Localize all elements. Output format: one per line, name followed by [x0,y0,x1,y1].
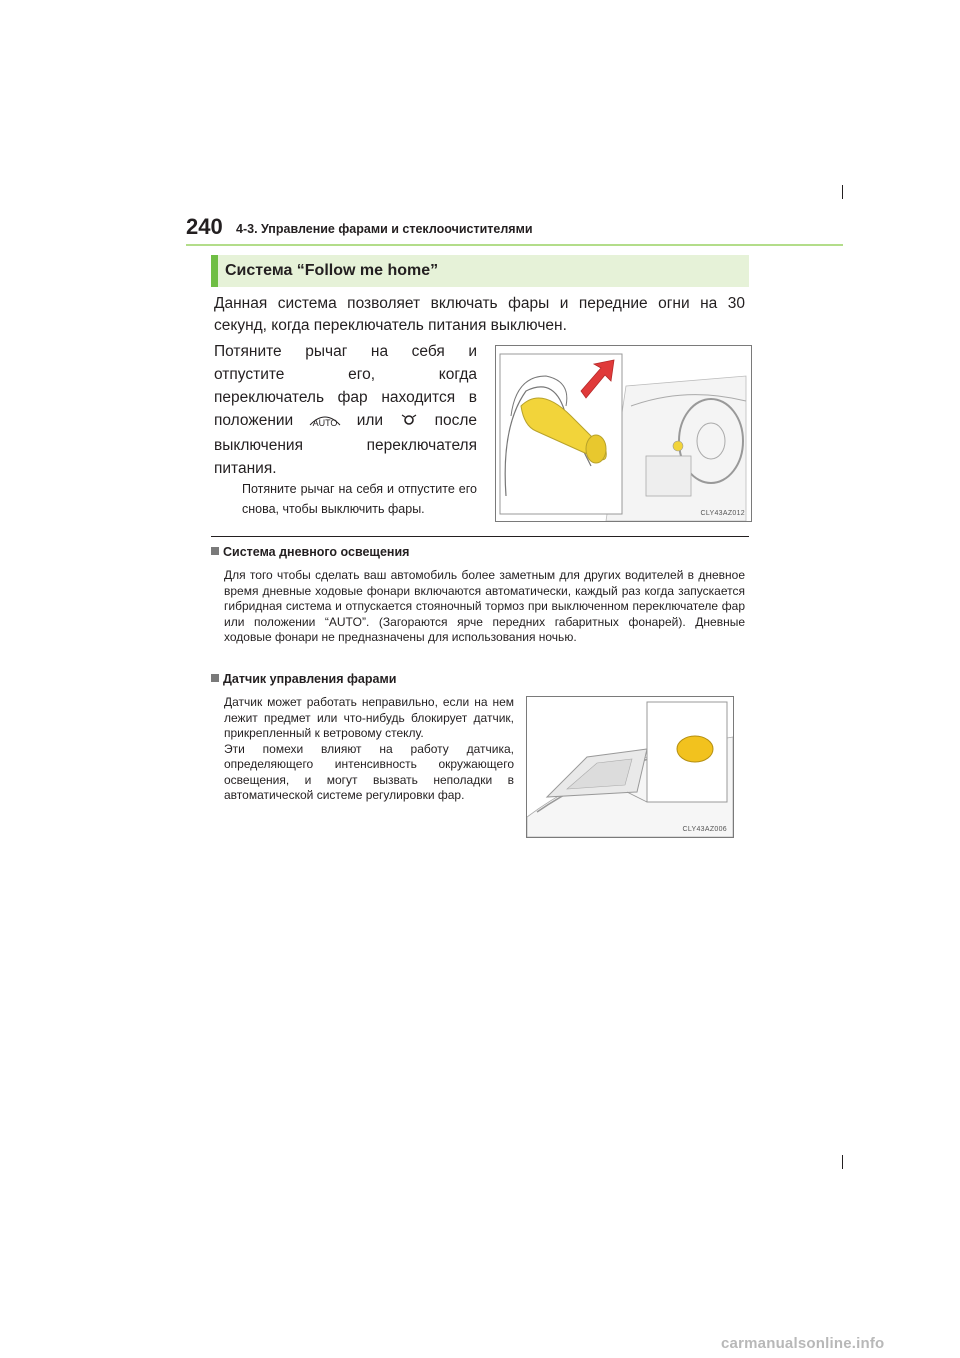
section-title: Система “Follow me home” [225,262,439,279]
low-beam-icon [398,411,420,434]
drl-heading-row [211,545,409,559]
sensor-heading-row [211,672,396,686]
auto-symbol-text: AUTO [312,418,338,427]
crop-mark [842,185,843,199]
instruction-text [214,340,477,480]
instruction-line: питания. [214,460,277,477]
instruction-line: выключения переключателя [214,437,477,454]
sensor-text-1: Датчик может работать неправильно, если на нем лежит предмет или что-нибудь блокирует датчик, прикрепленный к ветровому стеклу. [224,695,514,740]
sensor-text-2: Эти помехи влияют на работу датчика, определяющего интенсивность окружающего освещения, и могут вызвать неполадки в автоматической системе регулировки фар. [224,741,514,802]
instruction-line: переключатель фар находится в [214,389,477,406]
position-prefix: положении [214,412,294,429]
image-code: CLY43AZ012 [700,510,745,517]
lever-illustration [495,345,752,522]
position-or: или [356,412,384,429]
sensor-text [224,695,514,804]
image-code: CLY43AZ006 [682,826,727,833]
page-number: 240 [186,214,223,239]
section-divider [211,536,749,537]
bullet-square-icon [211,674,219,682]
instruction-line: отпустите его, когда [214,366,477,383]
instruction-line [214,409,477,434]
instruction-line: Потяните рычаг на себя и [214,343,477,360]
note-text: Потяните рычаг на себя и отпустите его снова, чтобы выключить фары. [242,482,477,516]
header-rule [186,244,843,246]
auto-symbol-icon [308,411,342,434]
sensor-heading: Датчик управления фарами [223,672,397,686]
bullet-square-icon [211,547,219,555]
section-intro: Данная система позволяет включать фары и передние огни на 30 секунд, когда переключатель питания выключен. [214,295,745,334]
drl-heading: Система дневного освещения [223,545,410,559]
drl-text: Для того чтобы сделать ваш автомобиль более заметным для других водителей в дневное время дневные ходовые фонари включаются автоматически, каждый раз когда запускается гибридная система и отпускается стояночный тормоз при выключенном переключателе фар или положении “AUTO”. (Загораются ярче передних габаритных фонарей). Дневные ходовые фонари не предназначены для использования ночью. [224,568,745,644]
watermark: carmanualsonline.info [721,1335,885,1352]
crop-mark [842,1155,843,1169]
chapter-title: 4-3. Управление фарами и стеклоочистителями [236,222,533,236]
sensor-illustration [526,696,734,838]
position-suffix: после [434,412,478,429]
